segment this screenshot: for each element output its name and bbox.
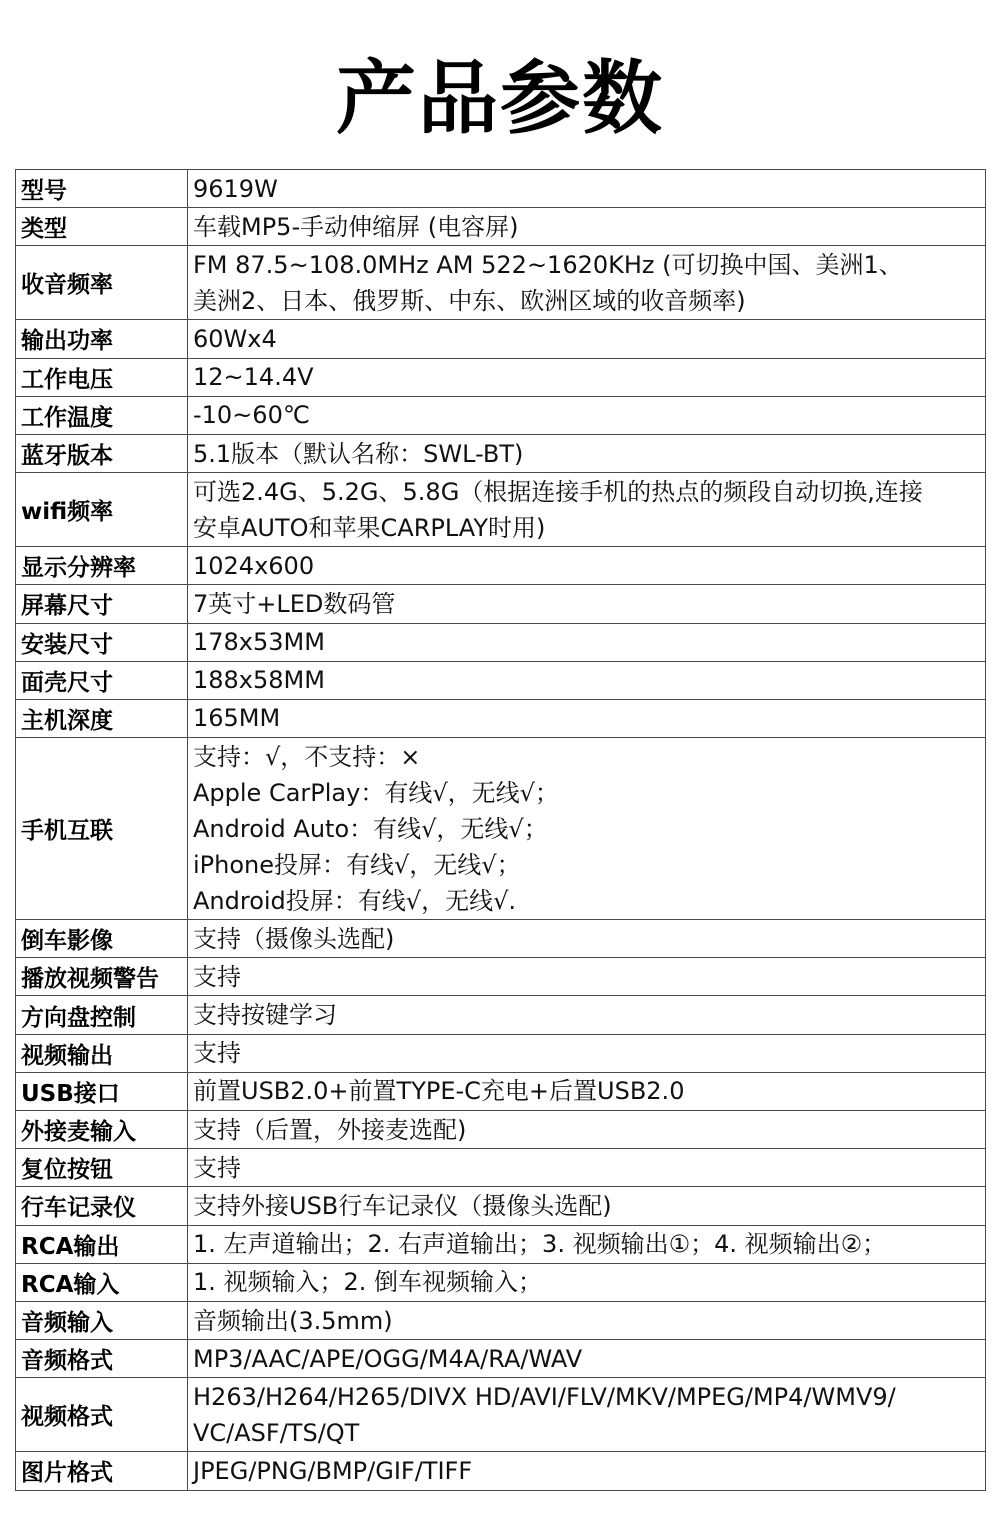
spec-label: RCA输入 (16, 1263, 188, 1301)
spec-label: 视频格式 (16, 1378, 188, 1452)
spec-value (188, 1301, 986, 1339)
spec-label: 音频格式 (16, 1340, 188, 1378)
spec-row (16, 246, 986, 320)
spec-row (16, 434, 986, 472)
spec-label: 复位按钮 (16, 1149, 188, 1187)
spec-row (16, 958, 986, 996)
spec-value (188, 170, 986, 208)
spec-value (188, 320, 986, 358)
spec-row (16, 358, 986, 396)
spec-value-line: 前置USB2.0+前置TYPE-C充电+后置USB2.0 (193, 1077, 685, 1106)
spec-value-line: 1024x600 (193, 551, 315, 580)
spec-value (188, 358, 986, 396)
spec-row (16, 1452, 986, 1490)
spec-row (16, 996, 986, 1034)
spec-value-line: 支持 (193, 962, 241, 991)
spec-value-line: 支持（后置，外接麦选配) (193, 1115, 467, 1144)
spec-value (188, 1034, 986, 1072)
spec-value (188, 1149, 986, 1187)
spec-row (16, 1187, 986, 1225)
spec-value-line: 9619W (193, 174, 278, 203)
spec-value-line: 可选2.4G、5.2G、5.8G（根据连接手机的热点的频段自动切换,连接 (193, 477, 923, 506)
spec-label: 手机互联 (16, 738, 188, 920)
spec-value (188, 1340, 986, 1378)
spec-label: 音频输入 (16, 1301, 188, 1339)
spec-value-line: 5.1版本（默认名称：SWL-BT) (193, 439, 524, 468)
spec-value (188, 699, 986, 737)
spec-value (188, 396, 986, 434)
spec-row (16, 1263, 986, 1301)
spec-value (188, 1072, 986, 1110)
spec-value (188, 1111, 986, 1149)
spec-value-line: 支持 (193, 1039, 241, 1068)
spec-value-line: MP3/AAC/APE/OGG/M4A/RA/WAV (193, 1344, 583, 1373)
spec-value-line: 188x58MM (193, 666, 325, 695)
spec-row (16, 699, 986, 737)
spec-label: 外接麦输入 (16, 1111, 188, 1149)
spec-value-line: FM 87.5~108.0MHz AM 522~1620KHz (可切换中国、美洲1、 (193, 250, 903, 279)
spec-value (188, 1187, 986, 1225)
spec-value-line: Apple CarPlay：有线√，无线√； (193, 778, 559, 807)
spec-value (188, 738, 986, 920)
spec-row (16, 473, 986, 547)
spec-value-line: iPhone投屏：有线√，无线√； (193, 850, 521, 879)
spec-table (15, 169, 986, 1491)
spec-row (16, 208, 986, 246)
spec-value-line: 安卓AUTO和苹果CARPLAY时用) (193, 513, 546, 542)
spec-row (16, 738, 986, 920)
spec-row (16, 920, 986, 958)
spec-label: RCA输出 (16, 1225, 188, 1263)
spec-row (16, 1340, 986, 1378)
spec-value (188, 246, 986, 320)
spec-row (16, 585, 986, 623)
spec-value (188, 585, 986, 623)
spec-label: 型号 (16, 170, 188, 208)
spec-value-line: 支持（摄像头选配) (193, 924, 395, 953)
spec-label: 屏幕尺寸 (16, 585, 188, 623)
spec-value (188, 996, 986, 1034)
spec-value-line: Android Auto：有线√，无线√； (193, 814, 548, 843)
spec-row (16, 1034, 986, 1072)
spec-value-line: 支持按键学习 (193, 1001, 337, 1030)
spec-value-line: 60Wx4 (193, 324, 277, 353)
spec-value (188, 623, 986, 661)
spec-row (16, 547, 986, 585)
spec-value (188, 434, 986, 472)
spec-value-line: VC/ASF/TS/QT (193, 1418, 360, 1447)
spec-value (188, 661, 986, 699)
spec-label: 显示分辨率 (16, 547, 188, 585)
spec-row (16, 623, 986, 661)
spec-value (188, 1378, 986, 1452)
spec-label: 安装尺寸 (16, 623, 188, 661)
spec-row (16, 320, 986, 358)
spec-value-line: 1. 左声道输出；2. 右声道输出；3. 视频输出①；4. 视频输出②； (193, 1230, 887, 1259)
spec-value (188, 1263, 986, 1301)
spec-value-line: 7英寸+LED数码管 (193, 589, 396, 618)
spec-value-line: 支持：√，不支持：× (193, 742, 421, 771)
spec-label: 面壳尺寸 (16, 661, 188, 699)
spec-value-line: 165MM (193, 704, 281, 733)
page-title: 产品参数 (336, 52, 664, 145)
spec-value-line: JPEG/PNG/BMP/GIF/TIFF (193, 1456, 473, 1485)
spec-label: wifi频率 (16, 473, 188, 547)
spec-row (16, 1225, 986, 1263)
spec-row (16, 1301, 986, 1339)
spec-value (188, 473, 986, 547)
spec-value (188, 547, 986, 585)
spec-row (16, 1378, 986, 1452)
spec-label: 主机深度 (16, 699, 188, 737)
spec-value (188, 1452, 986, 1490)
spec-row (16, 1072, 986, 1110)
spec-value (188, 920, 986, 958)
spec-value-line: 音频输出(3.5mm) (193, 1306, 393, 1335)
spec-label: 倒车影像 (16, 920, 188, 958)
spec-value (188, 1225, 986, 1263)
spec-label: USB接口 (16, 1072, 188, 1110)
spec-label: 图片格式 (16, 1452, 188, 1490)
spec-value-line: 支持外接USB行车记录仪（摄像头选配) (193, 1191, 612, 1220)
spec-row (16, 170, 986, 208)
spec-label: 工作温度 (16, 396, 188, 434)
spec-label: 行车记录仪 (16, 1187, 188, 1225)
spec-row (16, 1149, 986, 1187)
spec-value-line: 支持 (193, 1153, 241, 1182)
spec-table-body (16, 170, 986, 1491)
spec-label: 输出功率 (16, 320, 188, 358)
spec-label: 播放视频警告 (16, 958, 188, 996)
spec-row (16, 396, 986, 434)
spec-row (16, 1111, 986, 1149)
spec-label: 蓝牙版本 (16, 434, 188, 472)
spec-label: 视频输出 (16, 1034, 188, 1072)
spec-value-line: 车载MP5-手动伸缩屏 (电容屏) (193, 212, 519, 241)
spec-label: 工作电压 (16, 358, 188, 396)
spec-value (188, 958, 986, 996)
spec-label: 类型 (16, 208, 188, 246)
spec-value-line: 1. 视频输入；2. 倒车视频输入； (193, 1268, 543, 1297)
spec-row (16, 661, 986, 699)
spec-value-line: Android投屏：有线√，无线√. (193, 886, 517, 915)
spec-value-line: 12~14.4V (193, 363, 314, 392)
spec-value-line: 178x53MM (193, 628, 325, 657)
spec-label: 收音频率 (16, 246, 188, 320)
spec-value (188, 208, 986, 246)
spec-value-line: -10~60℃ (193, 401, 310, 430)
spec-label: 方向盘控制 (16, 996, 188, 1034)
spec-value-line: H263/H264/H265/DIVX HD/AVI/FLV/MKV/MPEG/MP4/WMV9/ (193, 1382, 896, 1411)
spec-value-line: 美洲2、日本、俄罗斯、中东、欧洲区域的收音频率) (193, 286, 746, 315)
